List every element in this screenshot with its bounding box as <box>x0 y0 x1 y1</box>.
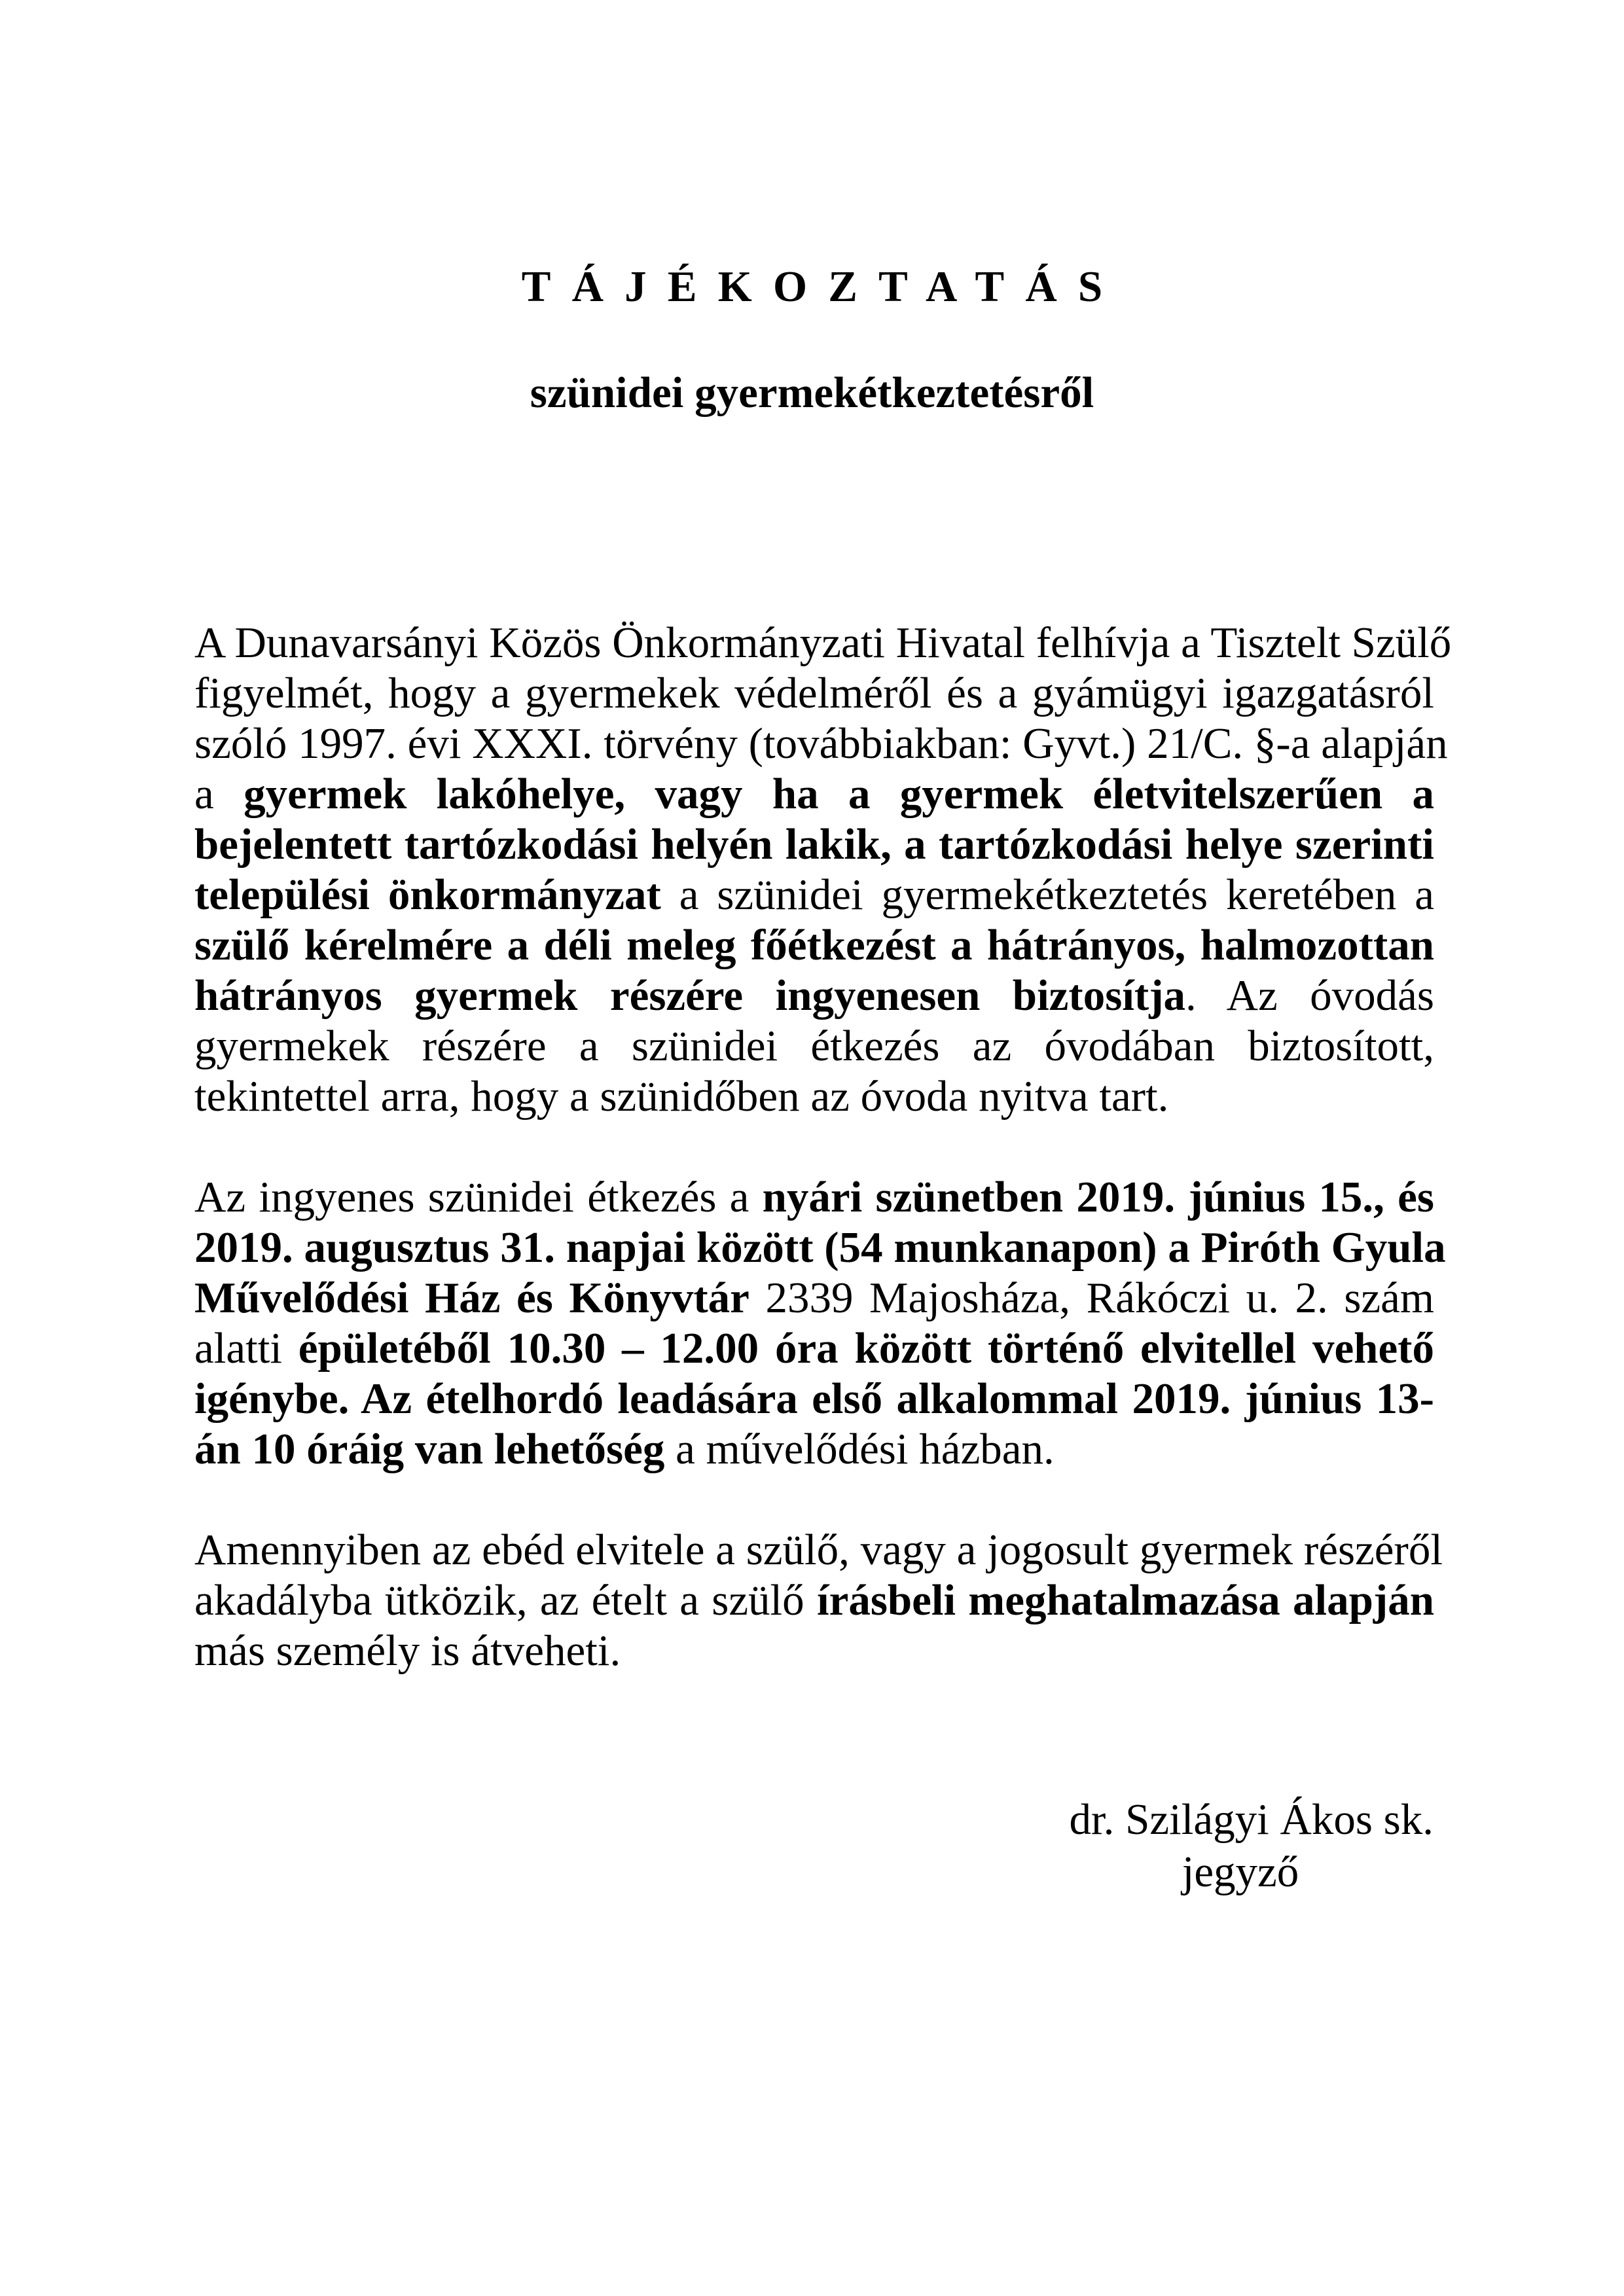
signature-block <box>1047 1793 1434 1898</box>
text-line <box>194 1374 1434 1424</box>
document-title: TÁJÉKOZTATÁS <box>521 262 1124 311</box>
text-line <box>194 920 1434 971</box>
text-run: gyermekek részére a szünidei étkezés az óvodában biztosított, <box>194 1022 1434 1070</box>
text-line <box>194 719 1448 769</box>
text-line <box>194 1071 1434 1122</box>
text-line <box>194 1424 1434 1475</box>
text-run: figyelmét, hogy a gyermekek védelméről és a gyámügyi igazgatásról <box>194 669 1434 717</box>
bold-text-run: szülő kérelmére a déli meleg főétkezést a hátrányos, halmozottan <box>194 921 1434 969</box>
text-line <box>194 1626 1434 1676</box>
bold-text-run: hátrányos gyermek részére ingyenesen biztosítja <box>194 971 1186 1020</box>
text-line <box>194 1575 1434 1626</box>
text-run: más személy is átveheti. <box>194 1626 621 1675</box>
text-line <box>194 870 1434 920</box>
text-line <box>194 819 1434 870</box>
bold-text-run: án 10 óráig van lehetőség <box>194 1425 665 1473</box>
bold-text-run: írásbeli meghatalmazása alapján <box>816 1576 1435 1624</box>
bold-text-run: nyári szünetben 2019. június 15., és <box>762 1173 1434 1221</box>
bold-text-run: bejelentett tartózkodási helyén lakik, a tartózkodási helye szerinti <box>194 820 1434 869</box>
paragraph-schedule-location <box>194 1172 1446 1475</box>
text-run: Amennyiben az ebéd elvitele a szülő, vagy a jogosult gyermek részéről <box>194 1526 1443 1574</box>
text-line <box>194 1525 1443 1575</box>
paragraph-eligibility <box>194 618 1452 1122</box>
bold-text-run: gyermek lakóhelye, vagy ha a gyermek életvitelszerűen a <box>244 770 1434 818</box>
text-run: Az ingyenes szünidei étkezés a <box>194 1173 763 1221</box>
text-line <box>194 1223 1446 1273</box>
text-run: . Az óvodás <box>1185 971 1434 1020</box>
text-line <box>194 1172 1434 1223</box>
text-line <box>194 1323 1434 1374</box>
paragraph-proxy-pickup <box>194 1525 1443 1676</box>
text-run: szóló 1997. évi XXXI. törvény (továbbiakban: Gyvt.) 21/C. §-a alapján <box>194 719 1448 768</box>
text-run: 2339 Majosháza, Rákóczi u. 2. szám <box>749 1274 1434 1322</box>
signatory-role: jegyző <box>1182 1848 1299 1896</box>
text-run: a művelődési házban. <box>664 1425 1055 1473</box>
text-run: a <box>194 770 244 818</box>
text-run: A Dunavarsányi Közös Önkormányzati Hivatal felhívja a Tisztelt Szülő <box>194 619 1452 667</box>
text-line <box>194 668 1434 719</box>
text-line <box>194 971 1434 1021</box>
bold-text-run: 2019. augusztus 31. napjai között (54 munkanapon) a Piróth Gyula <box>194 1223 1446 1272</box>
text-run: akadályba ütközik, az ételt a szülő <box>194 1576 817 1624</box>
text-line <box>194 769 1434 819</box>
bold-text-run: Művelődési Ház és Könyvtár <box>194 1274 749 1322</box>
bold-text-run: települési önkormányzat <box>194 870 661 919</box>
bold-text-run: épületéből 10.30 – 12.00 óra között történő elvitellel vehető <box>298 1324 1434 1372</box>
text-run: tekintettel arra, hogy a szünidőben az óvoda nyitva tart. <box>194 1072 1169 1121</box>
text-line <box>194 618 1452 668</box>
document-subtitle: szünidei gyermekétkeztetésről <box>530 368 1094 417</box>
text-line <box>194 1021 1434 1071</box>
text-run: a szünidei gyermekétkeztetés keretében a <box>660 870 1435 919</box>
text-run: alatti <box>194 1324 298 1372</box>
document-body <box>194 618 1452 1727</box>
signatory-name: dr. Szilágyi Ákos sk. <box>1069 1795 1434 1844</box>
bold-text-run: igénybe. Az ételhordó leadására első alkalommal 2019. június 13- <box>194 1374 1434 1423</box>
text-line <box>194 1273 1434 1323</box>
